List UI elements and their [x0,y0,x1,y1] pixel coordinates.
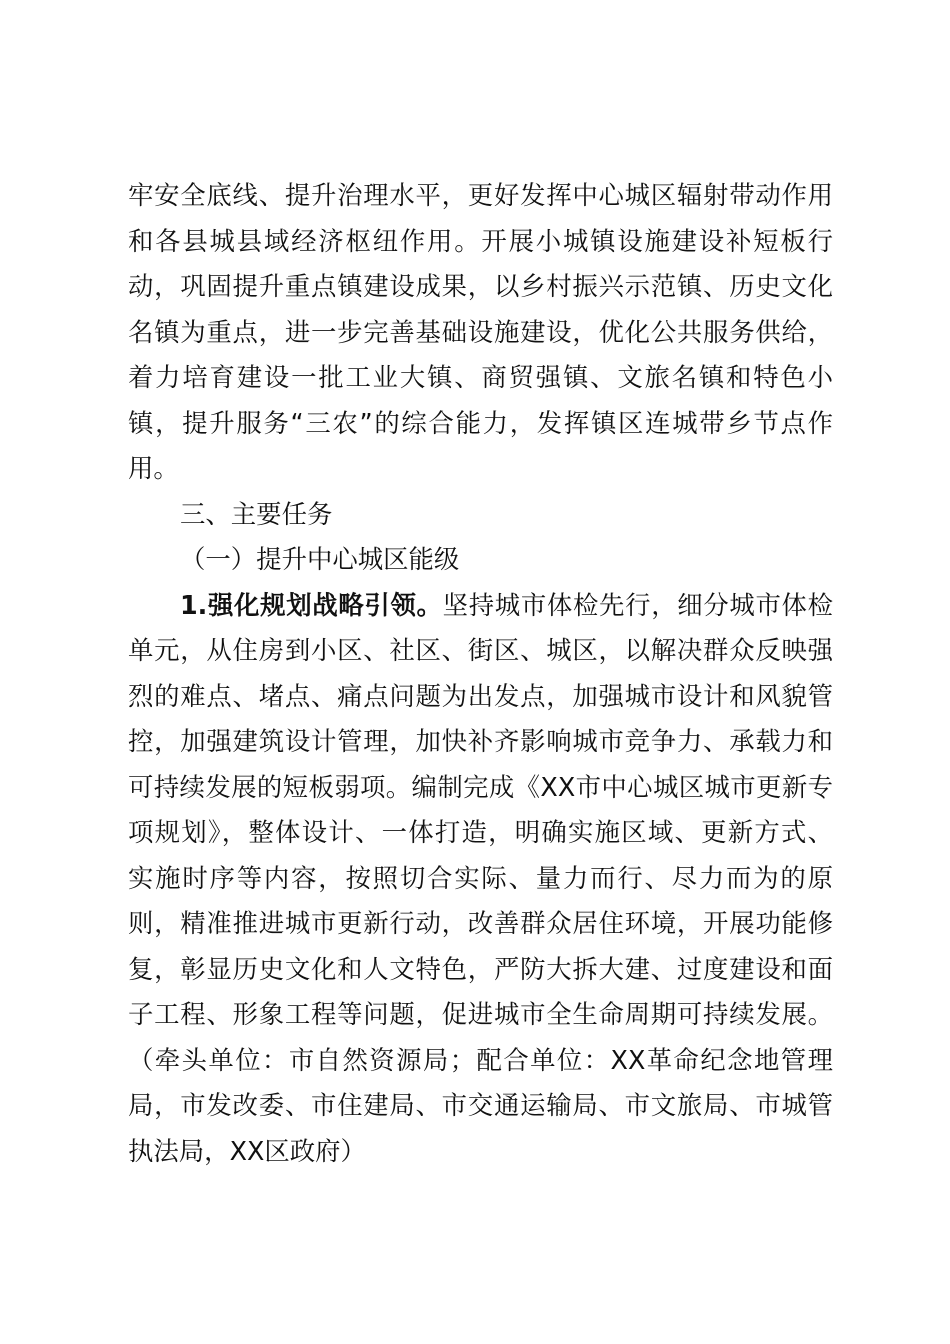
item-first-line-text: 坚持城市体检先行，细分城市体检 [442,589,833,620]
text-line: 烈的难点、堵点、痛点问题为出发点，加强城市设计和风貌管 [128,680,833,711]
subsection-heading: （一）提升中心城区能级 [180,544,460,574]
text-line: 实施时序等内容，按照切合实际、量力而行、尽力而为的原 [128,862,833,893]
text-line: 则，精准推进城市更新行动，改善群众居住环境，开展功能修 [128,908,833,938]
text-line: 可持续发展的短板弱项。编制完成《XX市中心城区城市更新专 [128,771,833,802]
text-line: 局，市发改委、市住建局、市交通运输局、市文旅局、市城管 [128,1090,833,1120]
text-line: 项规划》，整体设计、一体打造，明确实施区域、更新方式、 [128,817,833,847]
text-line: 牢安全底线、提升治理水平，更好发挥中心城区辐射带动作用 [128,180,833,210]
text-line: （牵头单位：市自然资源局；配合单位：XX革命纪念地管理 [128,1044,833,1075]
text-line: 着力培育建设一批工业大镇、商贸强镇、文旅名镇和特色小 [128,362,833,392]
text-line: 单元，从住房到小区、社区、街区、城区，以解决群众反映强 [128,635,833,665]
text-line: 和各县城县域经济枢纽作用。开展小城镇设施建设补短板行 [128,225,833,256]
section-heading: 三、主要任务 [180,498,333,529]
item-title: 1.强化规划战略引领。 [180,589,443,620]
text-line: 动，巩固提升重点镇建设成果，以乡村振兴示范镇、历史文化 [128,271,833,301]
text-line: 复，彰显历史文化和人文特色，严防大拆大建、过度建设和面 [128,953,833,984]
text-line: 控，加强建筑设计管理，加快补齐影响城市竞争力、承载力和 [128,726,833,756]
text-line: 用。 [128,453,179,483]
item-first-line [128,583,833,629]
paragraph-continuation [128,173,833,492]
item-paragraph [128,583,833,1175]
document-page [128,173,833,1174]
text-line: 镇，提升服务“三农”的综合能力，发挥镇区连城带乡节点作 [128,407,833,438]
text-line: 子工程、形象工程等问题，促进城市全生命周期可持续发展。 [128,999,833,1029]
text-line: 执法局，XX区政府） [128,1135,366,1166]
text-line: 名镇为重点，进一步完善基础设施建设，优化公共服务供给， [128,316,833,347]
